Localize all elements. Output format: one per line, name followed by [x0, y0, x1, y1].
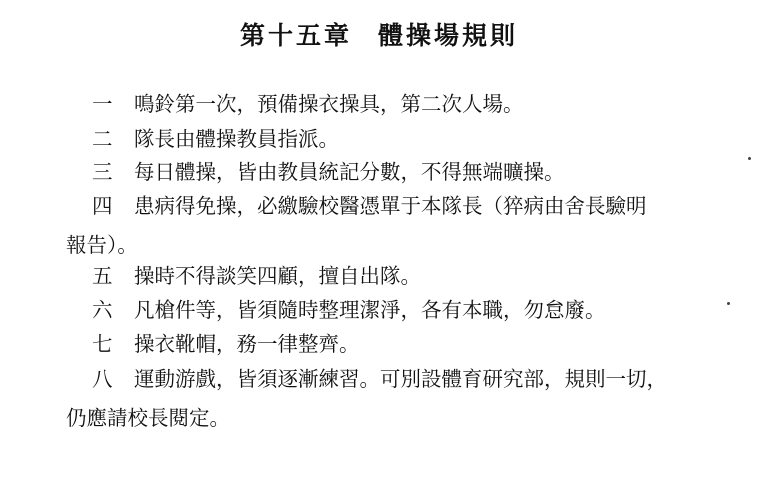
rule-text: 每日體操，皆由教員統記分數，不得無端曠操。: [134, 160, 565, 184]
rule-text: 隊長由體操教員指派。: [134, 127, 339, 151]
chapter-heading: [0, 16, 758, 52]
scan-speck: [748, 157, 751, 160]
rule-item: [92, 334, 692, 354]
rule-text-continuation: 仍應請校長閱定。: [66, 406, 230, 430]
rule-item: [66, 367, 692, 430]
chapter-title: 體操場規則: [378, 21, 519, 50]
rule-text: 凡槍件等，皆須隨時整理潔淨，各有本職，勿怠廢。: [134, 298, 606, 322]
rule-text: 運動游戲，皆須逐漸練習。可別設體育研究部，規則一切，: [134, 367, 667, 391]
chapter-number: 第十五章: [239, 21, 352, 50]
rule-item: [92, 266, 692, 286]
rule-number: 二: [92, 127, 113, 151]
rule-number: 一: [92, 92, 113, 116]
rule-item: [92, 129, 692, 149]
rule-number: 五: [92, 264, 113, 288]
rule-text: 患病得免操，必繳驗校醫憑單于本隊長（猝病由舍長驗明: [134, 194, 647, 218]
rule-item: [92, 300, 692, 320]
rule-number: 四: [92, 194, 113, 218]
rule-number: 七: [92, 332, 113, 356]
rule-text-continuation: 報告）。: [66, 233, 138, 257]
rule-item: [92, 94, 692, 114]
rule-text: 操時不得談笑四顧，擅自出隊。: [134, 264, 421, 288]
rule-number: 三: [92, 160, 113, 184]
rule-item: [66, 194, 692, 257]
rule-text: 操衣靴帽，務一律整齊。: [134, 332, 360, 356]
rule-item: [92, 162, 692, 182]
rule-number: 八: [92, 367, 113, 391]
rule-text: 鳴鈴第一次，預備操衣操具，第二次人場。: [134, 92, 524, 116]
scan-speck: [727, 302, 730, 305]
rule-number: 六: [92, 298, 113, 322]
